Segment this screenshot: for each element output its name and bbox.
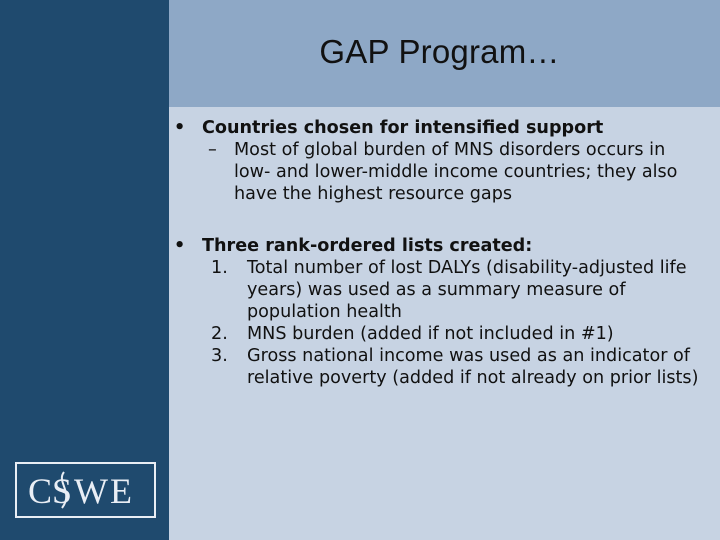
cswe-logo-mark xyxy=(22,468,150,512)
bullet-text: Countries chosen for intensified support xyxy=(202,118,604,138)
number-marker: 3. xyxy=(211,346,228,366)
slide-content xyxy=(174,117,704,389)
numbered-item-text: Gross national income was used as an indicator of relative poverty (added if not already on prior lists) xyxy=(247,346,699,388)
numbered-item-text: MNS burden (added if not included in #1) xyxy=(247,324,614,344)
bullet-marker: • xyxy=(174,118,186,138)
numbered-item xyxy=(174,345,704,389)
dash-marker: – xyxy=(208,140,217,160)
sub-item-text: Most of global burden of MNS disorders occurs in low- and lower-middle income countries; they also have the highest resource gaps xyxy=(234,140,678,204)
left-sidebar-band xyxy=(0,0,169,540)
numbered-item-text: Total number of lost DALYs (disability-adjusted life years) was used as a summary measure of population health xyxy=(247,258,687,322)
numbered-item xyxy=(174,257,704,323)
cswe-logo xyxy=(15,462,156,518)
bullet-marker: • xyxy=(174,236,186,256)
bullet-item xyxy=(174,117,704,139)
number-marker: 1. xyxy=(211,258,228,278)
logo-letter-e: E xyxy=(109,471,132,511)
numbered-item xyxy=(174,323,704,345)
logo-letter-w: W xyxy=(73,471,108,511)
number-marker: 2. xyxy=(211,324,228,344)
bullet-item xyxy=(174,235,704,257)
logo-letter-c: C xyxy=(27,471,52,511)
logo-letter-s: S xyxy=(51,471,72,511)
bullet-text: Three rank-ordered lists created: xyxy=(202,236,533,256)
sub-item xyxy=(174,139,704,205)
slide-title: GAP Program… xyxy=(319,33,560,70)
